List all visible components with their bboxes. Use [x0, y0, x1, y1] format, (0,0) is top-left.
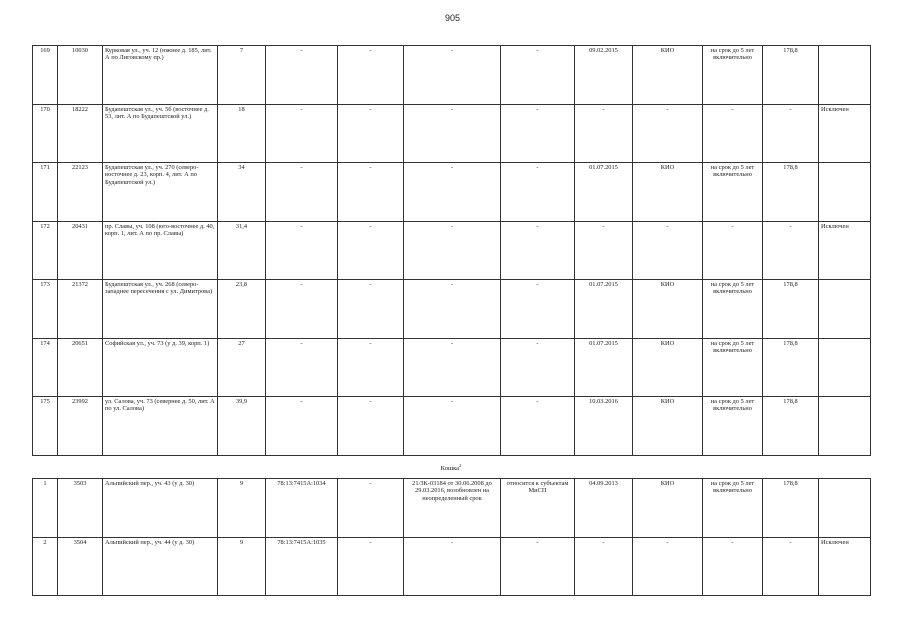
table-cell: 173: [33, 280, 58, 339]
table-cell: -: [633, 104, 703, 163]
table-cell: -: [338, 397, 404, 456]
section-subheading: Кошка$^2$: [440, 463, 462, 473]
table-cell: Будапештская ул., уч. 270 (северо-восточнее д. 23, корп. 4, лит. А по Будапештской ул.): [103, 163, 218, 222]
table-cell: -: [703, 537, 763, 596]
table-cell: -: [404, 397, 501, 456]
table-cell: -: [266, 280, 338, 339]
table-cell: на срок до 5 лет включительно: [703, 163, 763, 222]
table-cell: -: [266, 163, 338, 222]
table-cell: 178,8: [763, 46, 819, 105]
table-cell: -: [763, 104, 819, 163]
table-cell: -: [575, 104, 633, 163]
table-row: [33, 46, 871, 105]
table-cell: Альпийский пер., уч. 43 (у д. 30): [103, 479, 218, 538]
table-cell: -: [338, 46, 404, 105]
table-cell: -: [404, 221, 501, 280]
table-cell: 23,8: [218, 280, 266, 339]
table-cell: -: [338, 338, 404, 397]
table-row: [33, 338, 871, 397]
table-cell: Альпийский пер., уч. 44 (у д. 30): [103, 537, 218, 596]
table-cell: -: [501, 537, 575, 596]
table-cell: -: [763, 537, 819, 596]
table-cell: 23992: [58, 397, 103, 456]
table-row: [33, 104, 871, 163]
table-cell: 3504: [58, 537, 103, 596]
sub-table: [32, 478, 871, 596]
table-row: [33, 479, 871, 538]
table-cell: -: [338, 221, 404, 280]
table-cell: -: [266, 338, 338, 397]
table-cell: на срок до 5 лет включительно: [703, 338, 763, 397]
table-cell: -: [501, 397, 575, 456]
table-cell: 18: [218, 104, 266, 163]
table-cell: -: [501, 104, 575, 163]
table-cell: КИО: [633, 46, 703, 105]
table-cell: Исключен: [819, 537, 871, 596]
table-cell: -: [501, 221, 575, 280]
table-row: [33, 280, 871, 339]
table-cell: 9: [218, 479, 266, 538]
table-cell: 169: [33, 46, 58, 105]
table-cell: 01.07.2015: [575, 280, 633, 339]
table-cell: 39,9: [218, 397, 266, 456]
table-cell: Будапештская ул., уч. 268 (северо-западнее пересечения с ул. Димитрова): [103, 280, 218, 339]
table-cell: 10030: [58, 46, 103, 105]
table-cell: -: [404, 104, 501, 163]
table-cell: КИО: [633, 397, 703, 456]
table-cell: -: [763, 221, 819, 280]
table-cell: -: [703, 104, 763, 163]
table-cell: -: [404, 338, 501, 397]
table-cell: [819, 397, 871, 456]
table-cell: 09.02.2015: [575, 46, 633, 105]
table-cell: 7: [218, 46, 266, 105]
table-cell: на срок до 5 лет включительно: [703, 397, 763, 456]
table-cell: Исключен: [819, 104, 871, 163]
table-cell: 174: [33, 338, 58, 397]
table-cell: [819, 163, 871, 222]
table-cell: -: [575, 221, 633, 280]
table-cell: 175: [33, 397, 58, 456]
table-cell: -: [404, 537, 501, 596]
table-cell: 10.03.2016: [575, 397, 633, 456]
table-cell: -: [501, 163, 575, 222]
table-cell: 9: [218, 537, 266, 596]
table-row: [33, 397, 871, 456]
table-cell: 170: [33, 104, 58, 163]
table-cell: Софийская ул., уч. 73 (у д. 39, корп. 1): [103, 338, 218, 397]
table-cell: 1: [33, 479, 58, 538]
table-row: [33, 221, 871, 280]
table-cell: 178,8: [763, 163, 819, 222]
table-cell: -: [338, 479, 404, 538]
table-cell: [819, 479, 871, 538]
table-cell: относится к субъектам МиСП: [501, 479, 575, 538]
table-row: [33, 163, 871, 222]
table-cell: на срок до 5 лет включительно: [703, 280, 763, 339]
table-cell: КИО: [633, 338, 703, 397]
table-cell: на срок до 5 лет включительно: [703, 479, 763, 538]
main-table: [32, 45, 871, 456]
table-cell: 178,8: [763, 338, 819, 397]
table-cell: -: [703, 221, 763, 280]
table-cell: ул. Салова, уч. 73 (севернее д. 50, лит. А по ул. Салова): [103, 397, 218, 456]
table-cell: КИО: [633, 479, 703, 538]
table-cell: 01.07.2015: [575, 338, 633, 397]
table-cell: -: [266, 397, 338, 456]
table-cell: 04.09.2013: [575, 479, 633, 538]
table-cell: пр. Славы, уч. 108 (юго-восточнее д. 40, корп. 1, лит. А по пр. Славы): [103, 221, 218, 280]
table-cell: -: [404, 280, 501, 339]
table-cell: -: [404, 46, 501, 105]
table-cell: 172: [33, 221, 58, 280]
table-cell: -: [338, 104, 404, 163]
table-cell: -: [338, 280, 404, 339]
table-cell: 27: [218, 338, 266, 397]
table-cell: 78:13:7415А:1034: [266, 479, 338, 538]
table-cell: -: [404, 163, 501, 222]
table-cell: 21372: [58, 280, 103, 339]
table-cell: 31,4: [218, 221, 266, 280]
table-cell: -: [633, 537, 703, 596]
table-cell: 178,8: [763, 397, 819, 456]
table-cell: 20651: [58, 338, 103, 397]
table-cell: 21/ЗК-03184 от 30.06.2008 до 29.03.2016, возобновлен на неопределенный срок: [404, 479, 501, 538]
table-cell: -: [501, 338, 575, 397]
table-cell: [819, 46, 871, 105]
table-cell: 171: [33, 163, 58, 222]
page-number: 905: [444, 13, 461, 23]
table-cell: 2: [33, 537, 58, 596]
table-cell: 3503: [58, 479, 103, 538]
table-cell: КИО: [633, 163, 703, 222]
table-cell: 22123: [58, 163, 103, 222]
table-cell: -: [501, 46, 575, 105]
table-cell: -: [633, 221, 703, 280]
table-cell: [819, 338, 871, 397]
table-row: [33, 537, 871, 596]
table-cell: 18222: [58, 104, 103, 163]
table-cell: Курковая ул., уч. 12 (южнее д. 185, лит. А по Лиговскому пр.): [103, 46, 218, 105]
table-cell: на срок до 5 лет включительно: [703, 46, 763, 105]
table-cell: 178,8: [763, 280, 819, 339]
table-cell: 20431: [58, 221, 103, 280]
table-cell: 01.07.2015: [575, 163, 633, 222]
table-cell: Исключен: [819, 221, 871, 280]
table-cell: 34: [218, 163, 266, 222]
table-cell: -: [501, 280, 575, 339]
table-cell: -: [266, 104, 338, 163]
table-cell: -: [575, 537, 633, 596]
table-cell: Будапештская ул., уч. 5б (восточнее д. 53, лит. А по Будапештской ул.): [103, 104, 218, 163]
table-cell: -: [266, 221, 338, 280]
table-cell: 78:13:7415А:1035: [266, 537, 338, 596]
table-cell: -: [338, 537, 404, 596]
table-cell: КИО: [633, 280, 703, 339]
table-cell: -: [266, 46, 338, 105]
table-cell: [819, 280, 871, 339]
table-cell: 178,8: [763, 479, 819, 538]
table-cell: -: [338, 163, 404, 222]
